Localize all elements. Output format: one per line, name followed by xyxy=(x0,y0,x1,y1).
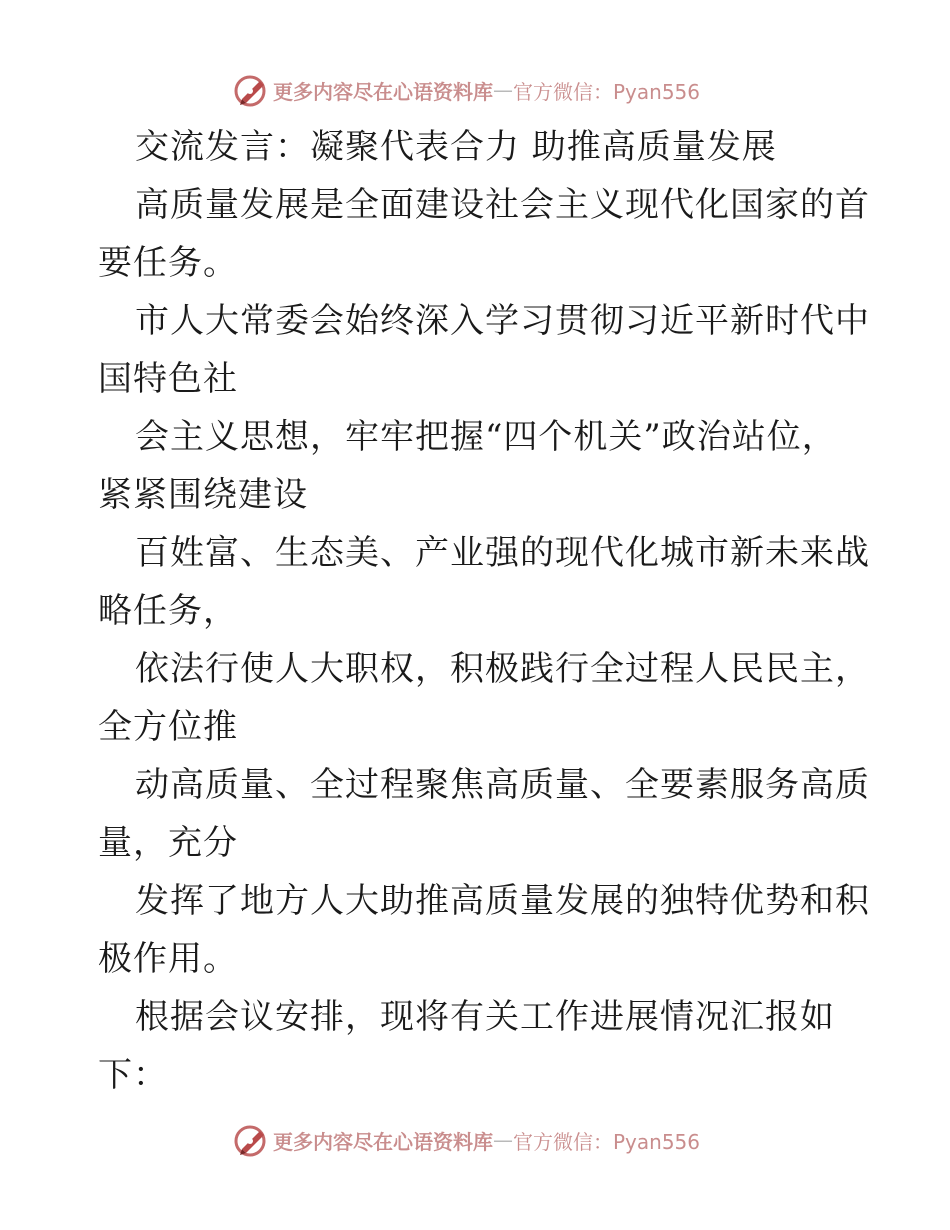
paragraph-line: 全方位推 xyxy=(98,707,238,747)
paragraph-line: 会主义思想，牢牢把握“四个机关”政治站位， xyxy=(135,417,837,457)
paragraph-line: 国特色社 xyxy=(98,359,238,399)
watermark-separator: — xyxy=(493,1128,513,1152)
header-watermark xyxy=(233,70,700,110)
paragraph-line: 百姓富、生态美、产业强的现代化城市新未来战 xyxy=(135,533,870,573)
watermark-contact-text: 官方微信：Pyan556 xyxy=(513,79,701,104)
paragraph-line: 下： xyxy=(98,1055,168,1095)
pen-logo-icon xyxy=(233,1122,269,1158)
footer-watermark xyxy=(233,1120,700,1160)
document-title: 交流发言：凝聚代表合力 助推高质量发展 xyxy=(135,127,777,167)
paragraph-line: 高质量发展是全面建设社会主义现代化国家的首 xyxy=(135,185,870,225)
paragraph-line: 极作用。 xyxy=(98,939,238,979)
paragraph-line: 量，充分 xyxy=(98,823,238,863)
paragraph-line: 发挥了地方人大助推高质量发展的独特优势和积 xyxy=(135,881,870,921)
paragraph-line: 市人大常委会始终深入学习贯彻习近平新时代中 xyxy=(135,301,870,341)
paragraph-line: 紧紧围绕建设 xyxy=(98,475,308,515)
pen-logo-icon xyxy=(233,72,269,108)
watermark-separator: — xyxy=(493,78,513,102)
paragraph-line: 动高质量、全过程聚焦高质量、全要素服务高质 xyxy=(135,765,870,805)
watermark-contact-text: 官方微信：Pyan556 xyxy=(513,1129,701,1154)
watermark-site-text: 更多内容尽在心语资料库 xyxy=(273,79,493,104)
document-body xyxy=(98,118,870,1104)
paragraph-line: 依法行使人大职权，积极践行全过程人民民主， xyxy=(135,649,870,689)
paragraph-line: 要任务。 xyxy=(98,243,238,283)
watermark-site-text: 更多内容尽在心语资料库 xyxy=(273,1129,493,1154)
paragraph-line: 根据会议安排，现将有关工作进展情况汇报如 xyxy=(135,997,835,1037)
paragraph-line: 略任务， xyxy=(98,591,238,631)
